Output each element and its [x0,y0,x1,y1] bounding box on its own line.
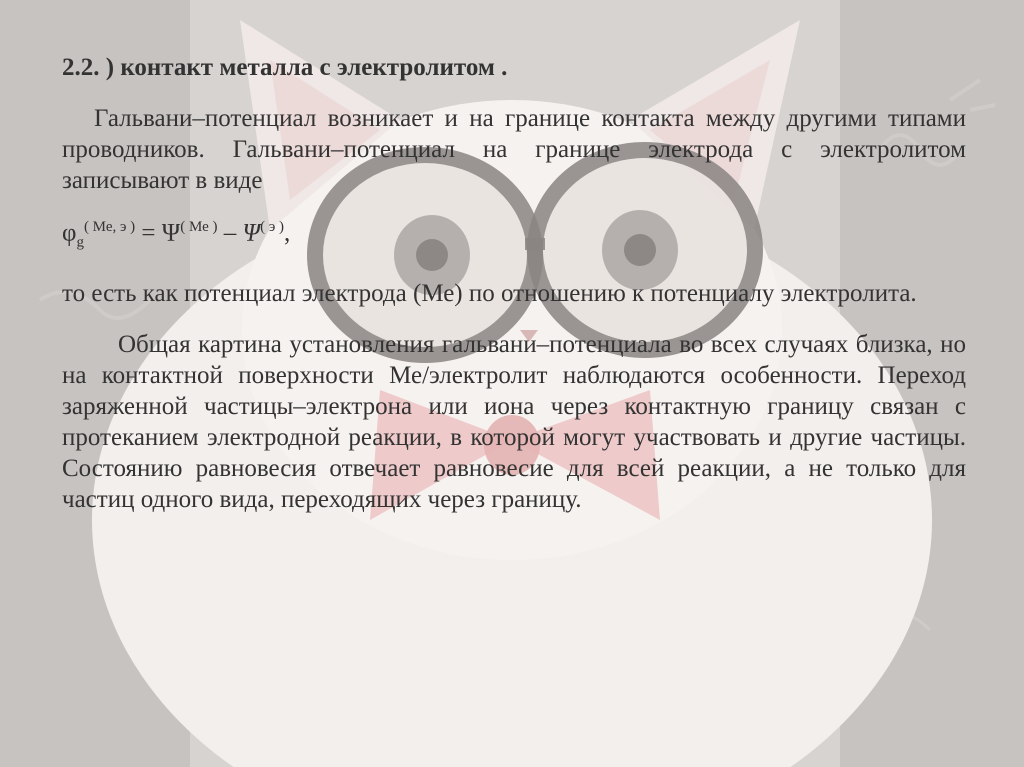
formula-psi-electrolyte: Ψ [242,219,261,247]
paragraph-1: Гальвани–потенциал возникает и на границе контакта между другими типами проводников. Гальвани–потенциал на границе электрода с электролитом записывают в виде [62,105,966,194]
paragraph-3: Общая картина установления гальвани–потенциала во всех случаях близка, но на контактной поверхности Ме/электролит наблюдаются особенности. Переход заряженной частицы–электрона или иона через контактную границу связан с протеканием электродной реакции, в которой могут участвовать и другие частицы. Состоянию равновесия отвечает равновесие для всей реакции, а не только для частиц одного вида, переходящих через границу. [62,331,966,514]
formula-equals: = [135,219,162,247]
formula-phi-sup: ( Ме, э ) [83,219,136,235]
formula-psi-electrolyte-sup: ( э ) [260,219,285,235]
formula-phi: φ [62,219,77,247]
slide-text [62,52,966,515]
formula-comma: , [284,219,291,247]
formula-psi-metal-sup: ( Ме ) [180,219,218,235]
formula-psi-metal: Ψ [161,219,181,247]
formula-phi-sub: g [76,234,84,251]
paragraph-2: то есть как потенциал электрода (Ме) по отношению к потенциалу электролита. [62,280,917,308]
formula-minus: – [217,219,243,247]
galvani-potential-formula [62,212,966,258]
slide-title: 2.2. ) контакт металла с электролитом . [62,54,508,81]
